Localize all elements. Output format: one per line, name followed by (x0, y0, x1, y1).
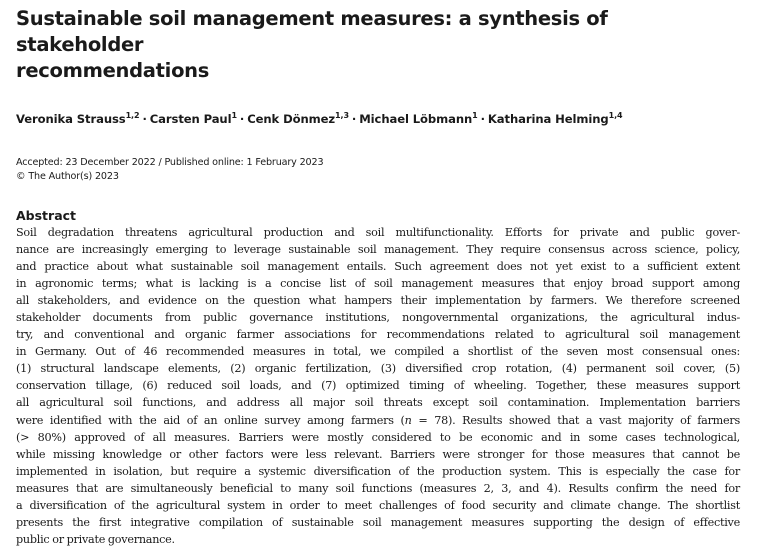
abstract-line: (> 80%) approved of all measures. Barriers were mostly considered to be economic and in some cases technological, (16, 430, 740, 444)
author-separator: · (351, 112, 357, 126)
abstract-line: a diversification of the agricultural system in order to meet challenges of food security and climate change. The shortlist (16, 498, 740, 512)
author-affiliation: 1,3 (335, 111, 349, 120)
publication-dates (16, 156, 740, 170)
author-name[interactable]: Veronika Strauss$^{1,2}$ (16, 111, 140, 126)
abstract-line: public or private governance. (16, 532, 175, 546)
author-separator: · (239, 112, 245, 126)
author-separator: · (142, 112, 147, 126)
publication-meta (16, 156, 740, 184)
abstract-line: measures that are simultaneously beneficial to many soil functions (measures 2, 3, and 4). Results confirm the need for (16, 481, 740, 495)
abstract-line: all stakeholders, and evidence on the question what hampers their implementation by farmers. We therefore screened (16, 294, 740, 308)
author-name[interactable]: Carsten Paul$^1$ (149, 111, 237, 126)
article-title-line: Sustainable soil management measures: a synthesis of stakeholder (16, 7, 608, 56)
abstract-line: were identified with the aid of an online survey among farmers (n = 78). Results showed that a vast majority of farmers (16, 413, 740, 427)
abstract-line: while missing knowledge or other factors were less relevant. Barriers were stronger for those measures that cannot be (16, 447, 740, 461)
abstract-line: all agricultural soil functions, and address all major soil threats except soil contamination. Implementation barriers (16, 396, 740, 410)
author-affiliation: 1 (231, 111, 237, 120)
abstract-line: stakeholder documents from public governance institutions, nongovernmental organizations, the agricultural indus- (16, 311, 740, 325)
abstract-heading: Abstract (16, 208, 77, 223)
abstract-line: implemented in isolation, but require a systemic diversification of the production system. This is especially the case for (16, 464, 740, 478)
article-title (16, 6, 740, 84)
abstract-line: nance are increasingly emerging to leverage sustainable soil management. They require consensus across science, policy, (16, 243, 740, 257)
author-affiliation: 1,2 (125, 111, 140, 120)
abstract-line: (1) structural landscape elements, (2) organic fertilization, (3) diversified crop rotation, (4) permanent soil cover, (5) (16, 362, 740, 376)
author-affiliation: 1 (472, 111, 478, 120)
author-separator: · (480, 112, 485, 126)
author-name[interactable]: Michael Löbmann$^1$ (359, 111, 478, 126)
abstract-line: in agronomic terms; what is lacking is a concise list of soil management measures that enjoy broad support among (16, 277, 740, 291)
abstract-line: conservation tillage, (6) reduced soil loads, and (7) optimized timing of wheeling. Together, these measures support (16, 379, 740, 393)
abstract-line: presents the first integrative compilation of sustainable soil management measures supporting the design of effective (16, 515, 740, 529)
abstract-body (16, 224, 740, 548)
author-name[interactable]: Cenk Dönmez$^{1,3}$ (247, 111, 349, 126)
article-title-line: recommendations (16, 59, 210, 82)
author-affiliation: 1,4 (608, 111, 623, 120)
article-header (16, 6, 740, 548)
abstract-line: try, and conventional and organic farmer associations for recommendations related to agricultural soil management (16, 328, 740, 342)
abstract-line: Soil degradation threatens agricultural production and soil multifunctionality. Efforts for private and public gover- (16, 226, 740, 239)
abstract-line: and practice about what sustainable soil management entails. Such agreement does not yet exist to a sufficient extent (16, 260, 740, 274)
author-list (16, 112, 740, 126)
author-name[interactable]: Katharina Helming$^{1,4}$ (487, 111, 623, 126)
date-separator: / (155, 157, 165, 168)
abstract-line: in Germany. Out of 46 recommended measures in total, we compiled a shortlist of the seven most consensual ones: (16, 345, 740, 359)
copyright-notice: © The Author(s) 2023 (16, 171, 119, 182)
accepted-date: Accepted: 23 December 2022 (16, 157, 156, 168)
published-date: Published online: 1 February 2023 (164, 157, 324, 168)
